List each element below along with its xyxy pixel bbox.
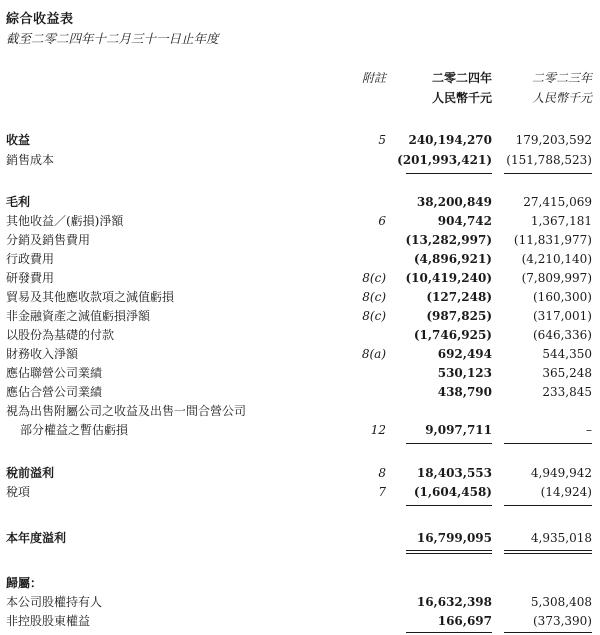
row-note: 8(c) [362, 290, 386, 304]
row-value-2023: (7,809,997) [521, 271, 592, 285]
row-label: 非控股股東權益 [6, 614, 91, 628]
row-receivables-impairment [0, 287, 600, 307]
row-attributable-to [0, 573, 600, 593]
row-value-2023: (646,336) [533, 328, 592, 342]
row-value-2023: 4,949,942 [530, 466, 592, 480]
statement-period: 截至二零二四年十二月三十一日止年度 [6, 31, 219, 46]
row-label: 視為出售附屬公司之收益及出售一間合營公司 [6, 404, 247, 418]
row-value-2023: (14,924) [540, 485, 592, 499]
row-finance-income [0, 344, 600, 364]
row-value-2024: 530,123 [437, 366, 492, 380]
row-nonfinancial-impairment [0, 306, 600, 326]
row-value-2023: 233,845 [542, 385, 592, 399]
underline-2024 [406, 632, 492, 633]
row-revenue [0, 130, 600, 150]
header-2023-year: 二零二三年 [531, 71, 592, 85]
row-value-2024: 166,697 [437, 614, 492, 628]
row-non-controlling-interests [0, 611, 600, 631]
row-distribution-expenses [0, 230, 600, 250]
row-value-2023: (160,300) [533, 290, 592, 304]
underline-2024 [406, 443, 492, 444]
header-note: 附註 [361, 71, 386, 85]
row-note: 5 [378, 133, 386, 147]
row-value-2024: 9,097,711 [425, 423, 492, 437]
row-equity-holders [0, 592, 600, 612]
row-share-based-payment [0, 325, 600, 345]
row-label: 行政費用 [6, 252, 55, 266]
row-value-2024: (13,282,997) [405, 233, 492, 247]
row-value-2023: (317,001) [533, 309, 592, 323]
row-value-2023: 4,935,018 [530, 531, 592, 545]
header-2023-unit: 人民幣千元 [531, 91, 592, 105]
row-value-2024: (201,993,421) [397, 153, 492, 167]
row-value-2023: (11,831,977) [513, 233, 592, 247]
row-deemed-disposal-line1 [0, 401, 600, 421]
header-2024 [396, 68, 492, 108]
row-deemed-disposal-line2 [0, 420, 600, 440]
row-value-2024: 240,194,270 [408, 133, 492, 147]
row-note: 6 [378, 214, 386, 228]
row-admin-expenses [0, 249, 600, 269]
row-value-2023: (4,210,140) [521, 252, 592, 266]
row-value-2024: 692,494 [437, 347, 492, 361]
row-value-2024: 16,799,095 [416, 531, 492, 545]
row-note: 8(a) [361, 347, 386, 361]
underline-2023 [504, 173, 592, 174]
row-label: 以股份為基礎的付款 [6, 328, 115, 342]
row-note: 12 [370, 423, 386, 437]
row-value-2024: (987,825) [426, 309, 492, 323]
row-label: 其他收益／(虧損)淨額 [6, 214, 124, 228]
row-label: 本公司股權持有人 [6, 595, 103, 609]
statement-title: 綜合收益表 [6, 12, 74, 27]
row-note: 7 [378, 485, 386, 499]
row-value-2023: 365,248 [542, 366, 592, 380]
row-value-2023: 5,308,408 [530, 595, 592, 609]
row-value-2024: 904,742 [437, 214, 492, 228]
row-label: 本年度溢利 [6, 531, 67, 545]
double-underline-2024 [406, 553, 492, 554]
row-note: 8(c) [362, 309, 386, 323]
row-tax [0, 482, 600, 502]
row-value-2024: (1,604,458) [413, 485, 492, 499]
row-value-2023: (373,390) [533, 614, 592, 628]
underline-2023 [504, 443, 592, 444]
header-2024-unit: 人民幣千元 [431, 91, 492, 105]
row-label: 銷售成本 [6, 153, 55, 167]
row-value-2023: – [586, 423, 592, 437]
row-label: 毛利 [6, 195, 31, 209]
row-label: 稅前溢利 [6, 466, 55, 480]
row-value-2024: 16,632,398 [416, 595, 492, 609]
underline-2023 [504, 632, 592, 633]
header-2024-year: 二零二四年 [431, 71, 492, 85]
row-value-2024: (1,746,925) [413, 328, 492, 342]
row-value-2024: 38,200,849 [416, 195, 492, 209]
row-value-2023: 179,203,592 [515, 133, 592, 147]
row-value-2024: 18,403,553 [416, 466, 492, 480]
row-value-2024: (4,896,921) [413, 252, 492, 266]
row-profit-before-tax [0, 463, 600, 483]
row-value-2023: (151,788,523) [506, 153, 592, 167]
underline-2024 [406, 505, 492, 506]
row-value-2024: 438,790 [437, 385, 492, 399]
row-label: 收益 [6, 133, 31, 147]
header-2023 [496, 68, 592, 108]
double-underline-2023 [504, 553, 592, 554]
row-joint-ventures-results [0, 382, 600, 402]
row-label: 分銷及銷售費用 [6, 233, 91, 247]
row-profit-for-year [0, 528, 600, 548]
row-value-2023: 1,367,181 [530, 214, 592, 228]
row-cost-of-sales [0, 150, 600, 170]
row-other-gains [0, 211, 600, 231]
row-note: 8(c) [362, 271, 386, 285]
row-label: 非金融資產之減值虧損淨額 [6, 309, 151, 323]
double-underline-2024 [406, 550, 492, 551]
row-label: 歸屬： [6, 576, 43, 590]
underline-2024 [406, 173, 492, 174]
row-value-2023: 544,350 [542, 347, 592, 361]
row-value-2024: (10,419,240) [405, 271, 492, 285]
underline-2023 [504, 505, 592, 506]
double-underline-2023 [504, 550, 592, 551]
row-label: 研發費用 [6, 271, 55, 285]
row-value-2023: 27,415,069 [523, 195, 592, 209]
row-label: 稅項 [6, 485, 31, 499]
row-gross-profit [0, 192, 600, 212]
row-rnd-expenses [0, 268, 600, 288]
row-label: 部分權益之暫估虧損 [20, 423, 129, 437]
row-value-2024: (127,248) [426, 290, 492, 304]
row-label: 貿易及其他應收款項之減值虧損 [6, 290, 175, 304]
row-label: 應佔合營公司業績 [6, 385, 103, 399]
row-label: 財務收入淨額 [6, 347, 79, 361]
row-note: 8 [378, 466, 386, 480]
row-associates-results [0, 363, 600, 383]
row-label: 應佔聯營公司業績 [6, 366, 103, 380]
